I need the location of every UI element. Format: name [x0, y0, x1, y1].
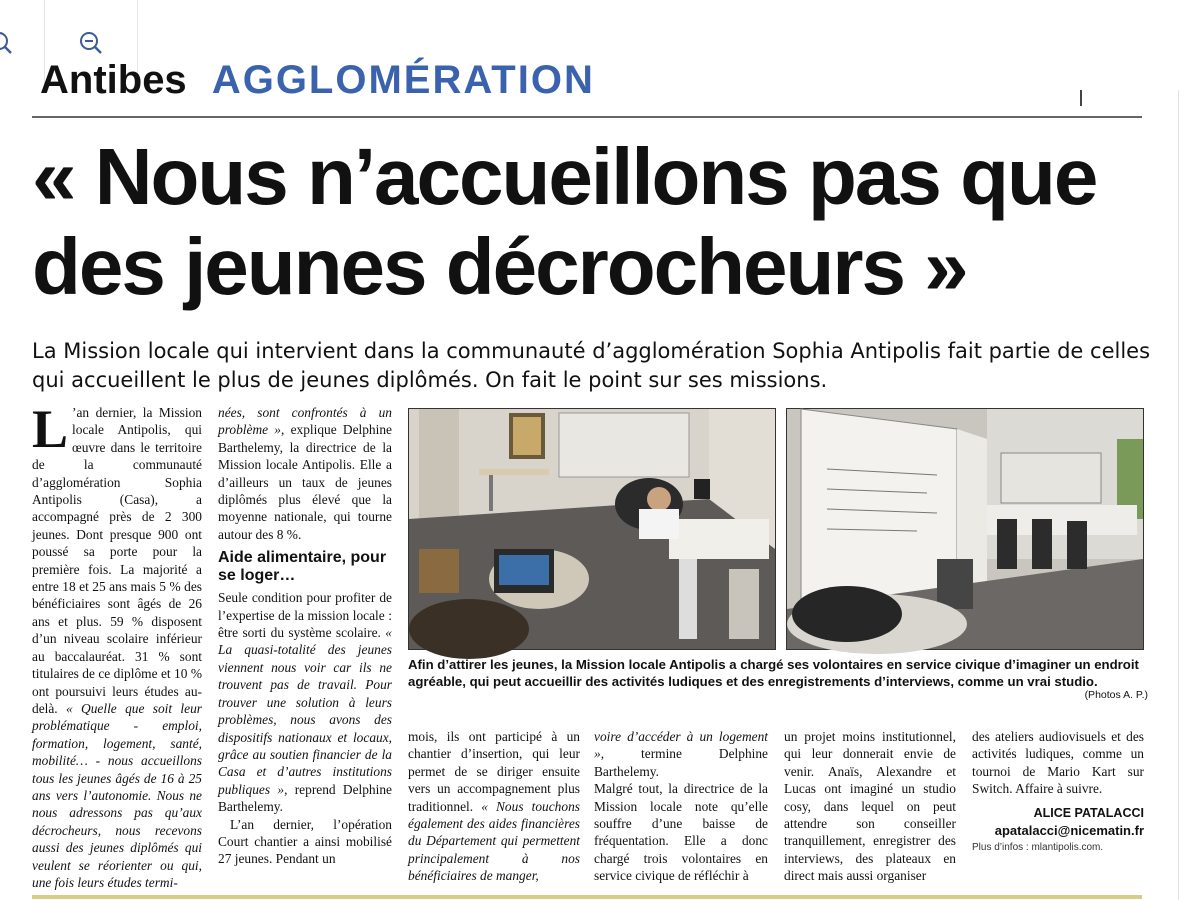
- article-column-2: [218, 404, 392, 868]
- column-1-quote: « Quelle que soit leur problématique - emploi, formation, logement, santé, mobilité… - nous accueillons tous les jeunes âgés de 16 à 25 ans vers l’autonomie. Nous ne nous adressons pas qu’aux décrocheurs, nous recevons aussi des jeunes diplômés qui veulent se réorienter ou qui, une fois leurs études termi-: [32, 700, 203, 890]
- header-rule: [32, 116, 1142, 118]
- column-2-quote: nées, sont confrontés à un problème »: [218, 405, 392, 438]
- zoom-in-icon[interactable]: [0, 30, 14, 56]
- drop-cap: L: [32, 399, 69, 459]
- article-column-3: [408, 728, 580, 885]
- bottom-border: [32, 895, 1142, 899]
- column-3-quote: « Nous touchons également des aides financières du Département qui permettent principalement à nos bénéficiaires de manger,: [408, 798, 580, 884]
- photo-caption: Afin d’attirer les jeunes, la Mission locale Antipolis a chargé ses volontaires en service civique d’imaginer un endroit agréable, qui peut accueillir des activités ludiques et des enregistrements d’interviews, comme un vrai studio.: [408, 657, 1139, 689]
- article-column-1: [32, 399, 203, 891]
- column-2-text-3: , reprend Delphine Barthelemy.: [218, 781, 392, 815]
- newspaper-page: [0, 58, 1200, 900]
- zoom-out-icon[interactable]: [78, 30, 104, 56]
- section-city: Antibes: [40, 58, 187, 102]
- column-4-text-2: Malgré tout, la directrice de la Mission locale note qu’elle souffre d’une baisse de fréquentation. Elle a donc chargé trois volontaires en service civique de réfléchir à: [594, 781, 768, 884]
- column-6-text: des ateliers audiovisuels et des activités ludiques, comme un tournoi de Mario Kart sur Switch. Affaire à suivre.: [972, 729, 1144, 797]
- column-2-text-4: L’an dernier, l’opération Court chantier a ainsi mobilisé 27 jeunes. Pendant un: [218, 816, 392, 867]
- column-5-text: un projet moins institutionnel, qui leur donnerait envie de venir. Anaïs, Alexandre et Lucas ont imaginé un studio cosy, dans lequel on peut attendre son conseiller tranquillement, enregistrer des interviews, des plateaux en direct mais aussi organiser: [784, 729, 956, 884]
- header-tick: [1080, 90, 1082, 106]
- more-info: Plus d’infos : mlantipolis.com.: [972, 842, 1104, 853]
- author-email: apatalacci@nicematin.fr: [994, 823, 1144, 838]
- section-header: [0, 58, 1200, 102]
- column-2-text-2: Seule condition pour profiter de l’expertise de la mission locale : être sorti du système scolaire.: [218, 590, 392, 641]
- photo-studio-right: [786, 408, 1144, 650]
- article-column-6: [972, 728, 1144, 798]
- author-name: ALICE PATALACCI: [1033, 806, 1144, 820]
- column-4-quote: voire d’accéder à un logement »: [594, 729, 768, 762]
- article-lead: La Mission locale qui intervient dans la communauté d’agglomération Sophia Antipolis fait partie de celles qui accueillent le plus de jeunes diplômés. On fait le point sur ses missions.: [32, 339, 1151, 392]
- section-label: AGGLOMÉRATION: [211, 58, 595, 102]
- column-1-text: ’an dernier, la Mission locale Antipolis, qui œuvre dans le territoire de la communauté d’agglomération Sophia Antipolis (Casa), a accompagné près de 2 300 jeunes. Dont presque 900 ont poussé sa porte pour la première fois. La majorité a entre 18 et 25 ans mais 5 % des bénéficiaires sont âgés de 26 ans et plus. 59 % disposent d’un niveau scolaire inférieur au baccalauréat. 31 % sont titulaires de ce diplôme et 10 % ont poursuivi leurs études au-delà.: [32, 405, 202, 716]
- photo-credit: (Photos A. P.): [1084, 689, 1148, 701]
- headline: [32, 132, 1172, 312]
- article-column-4: [594, 728, 768, 885]
- column-2-quote-2: « La quasi-totalité des jeunes viennent nous voir car ils ne trouvent pas de travail. Pour trouver une solution à leurs problèmes, nous avons des dispositifs nationaux et locaux, grâce au soutien financier de la Casa et d’autres institutions publiques »: [218, 625, 392, 797]
- page-edge: [1178, 90, 1179, 900]
- photo-studio-left: [408, 408, 776, 650]
- subheading: Aide alimentaire, pour se loger…: [218, 549, 387, 585]
- column-2-text: , explique Delphine Barthelemy, la directrice de la Mission locale Antipolis. Elle a d’ailleurs un taux de jeunes diplômés plus élevé que la moyenne nationale, qui tourne autour des 8 %.: [218, 422, 392, 542]
- headline-line-1: « Nous n’accueillons pas que: [32, 132, 1097, 221]
- column-3-text: mois, ils ont participé à un chantier d’insertion, qui leur permet de se diriger ensuite vers un accompagnement plus traditionnel.: [408, 729, 580, 814]
- headline-line-2: des jeunes décrocheurs »: [32, 222, 967, 311]
- article-column-5: [784, 728, 956, 885]
- column-4-text: , termine Delphine Barthelemy.: [594, 746, 768, 779]
